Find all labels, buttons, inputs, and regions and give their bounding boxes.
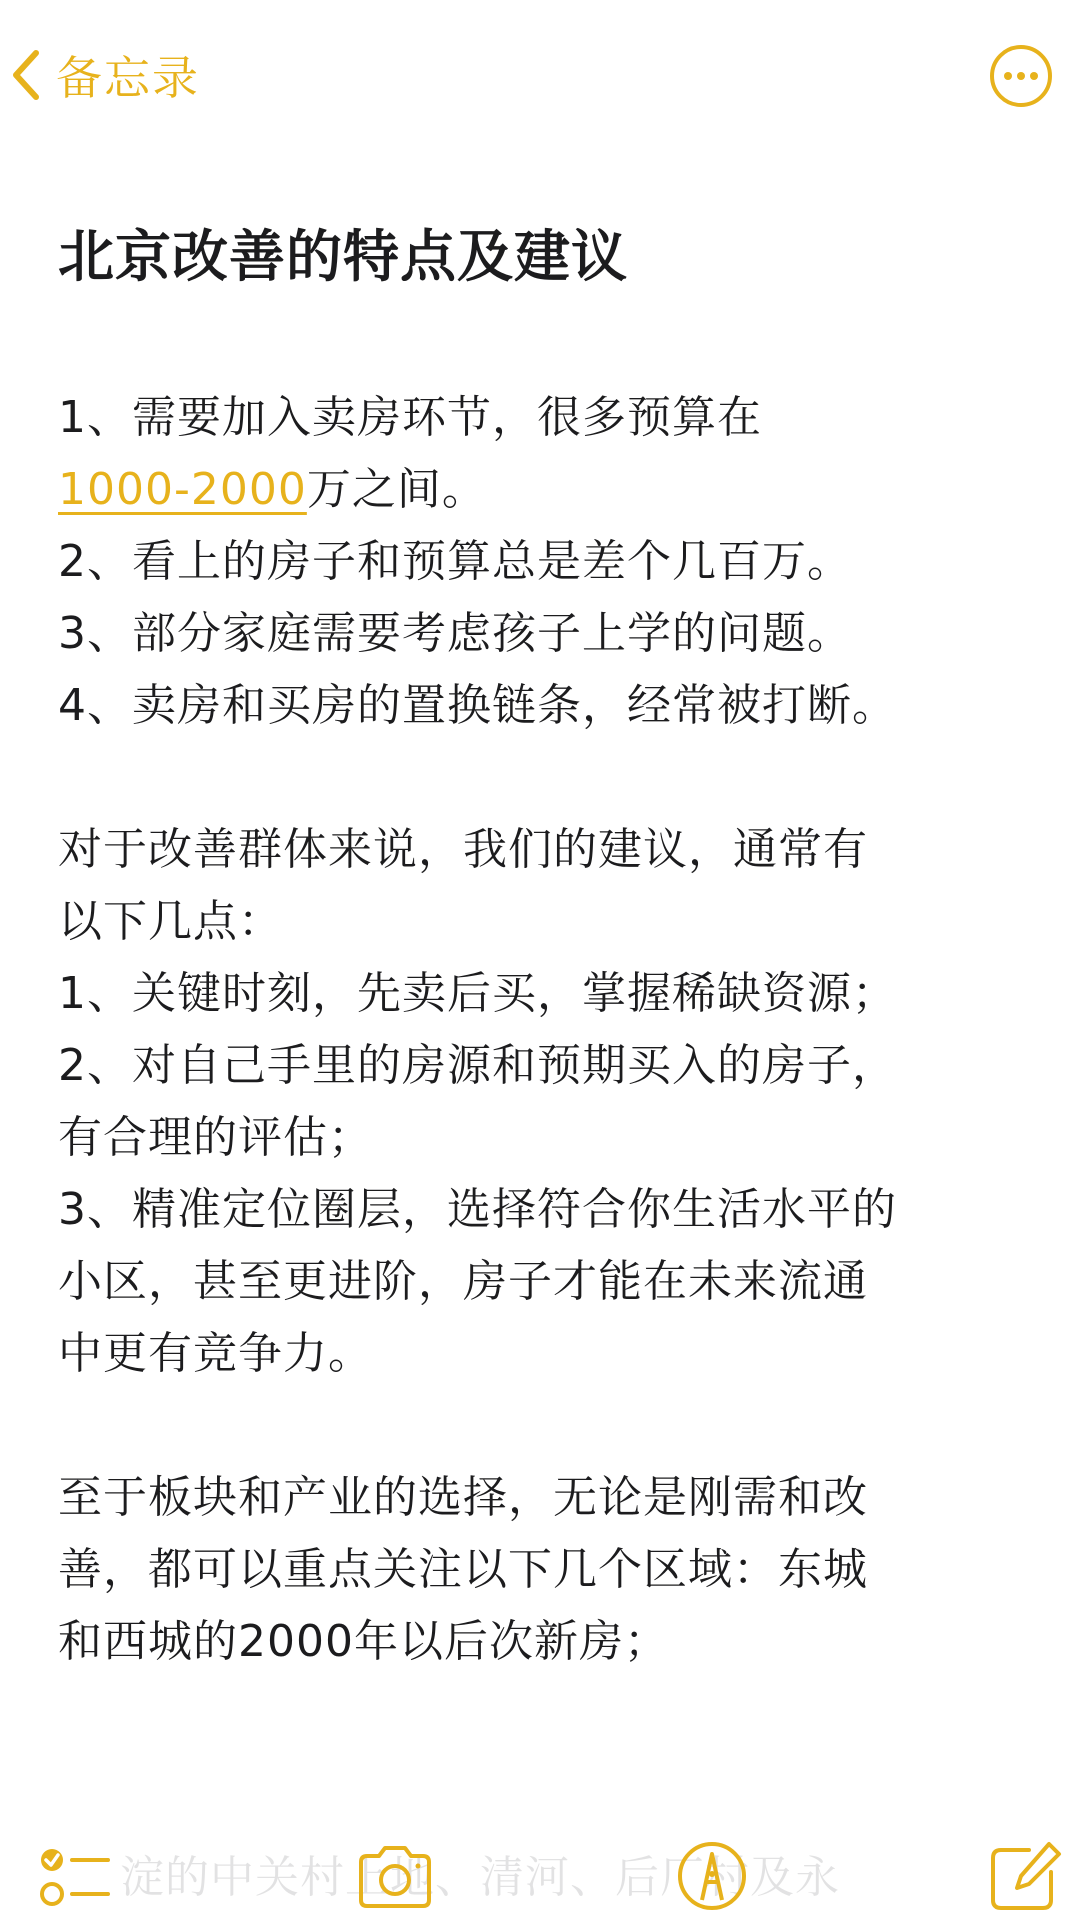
more-options-button[interactable] bbox=[988, 43, 1054, 109]
note-line: 1、关键时刻，先卖后买，掌握稀缺资源； bbox=[58, 968, 897, 1019]
back-button[interactable] bbox=[10, 40, 200, 110]
note-line: 和西城的2000年以后次新房； bbox=[58, 1616, 669, 1667]
note-line: 2、对自己手里的房源和预期买入的房子， bbox=[58, 1040, 897, 1091]
ellipsis-circle-icon bbox=[988, 94, 1054, 113]
note-line-text: 万之间。 bbox=[306, 464, 487, 515]
back-label: 备忘录 bbox=[56, 51, 200, 105]
note-line: 2、看上的房子和预算总是差个几百万。 bbox=[58, 536, 852, 587]
checklist-button[interactable] bbox=[36, 1838, 116, 1914]
note-line: 有合理的评估； bbox=[58, 1112, 373, 1163]
note-line: 善，都可以重点关注以下几个区域：东城 bbox=[58, 1544, 868, 1595]
markup-button[interactable] bbox=[672, 1838, 752, 1914]
note-line: 小区，甚至更进阶，房子才能在未来流通 bbox=[58, 1256, 868, 1307]
note-line: 以下几点： bbox=[58, 896, 283, 947]
checklist-icon bbox=[36, 1838, 116, 1914]
chevron-left-icon bbox=[10, 49, 40, 101]
note-title: 北京改善的特点及建议 bbox=[58, 225, 628, 290]
navigation-bar bbox=[0, 0, 1079, 150]
camera-icon bbox=[355, 1838, 435, 1914]
note-body bbox=[58, 382, 1048, 1678]
pen-tip-circle-icon bbox=[672, 1838, 752, 1914]
note-line bbox=[58, 454, 1048, 526]
blank-line bbox=[58, 1390, 1048, 1462]
compose-icon bbox=[985, 1838, 1065, 1914]
note-line: 中更有竞争力。 bbox=[58, 1328, 373, 1379]
note-line: 3、部分家庭需要考虑孩子上学的问题。 bbox=[58, 608, 852, 659]
note-line: 至于板块和产业的选择，无论是刚需和改 bbox=[58, 1472, 868, 1523]
camera-button[interactable] bbox=[355, 1838, 435, 1914]
bottom-toolbar bbox=[0, 1830, 1079, 1920]
note-content[interactable] bbox=[58, 218, 1048, 1678]
budget-number-link[interactable]: 1000-2000 bbox=[58, 464, 307, 515]
note-line: 1、需要加入卖房环节，很多预算在 bbox=[58, 392, 762, 443]
note-line: 对于改善群体来说，我们的建议，通常有 bbox=[58, 824, 868, 875]
blank-line bbox=[58, 742, 1048, 814]
compose-button[interactable] bbox=[985, 1838, 1065, 1914]
note-line: 4、卖房和买房的置换链条，经常被打断。 bbox=[58, 680, 897, 731]
note-line: 3、精准定位圈层，选择符合你生活水平的 bbox=[58, 1184, 897, 1235]
